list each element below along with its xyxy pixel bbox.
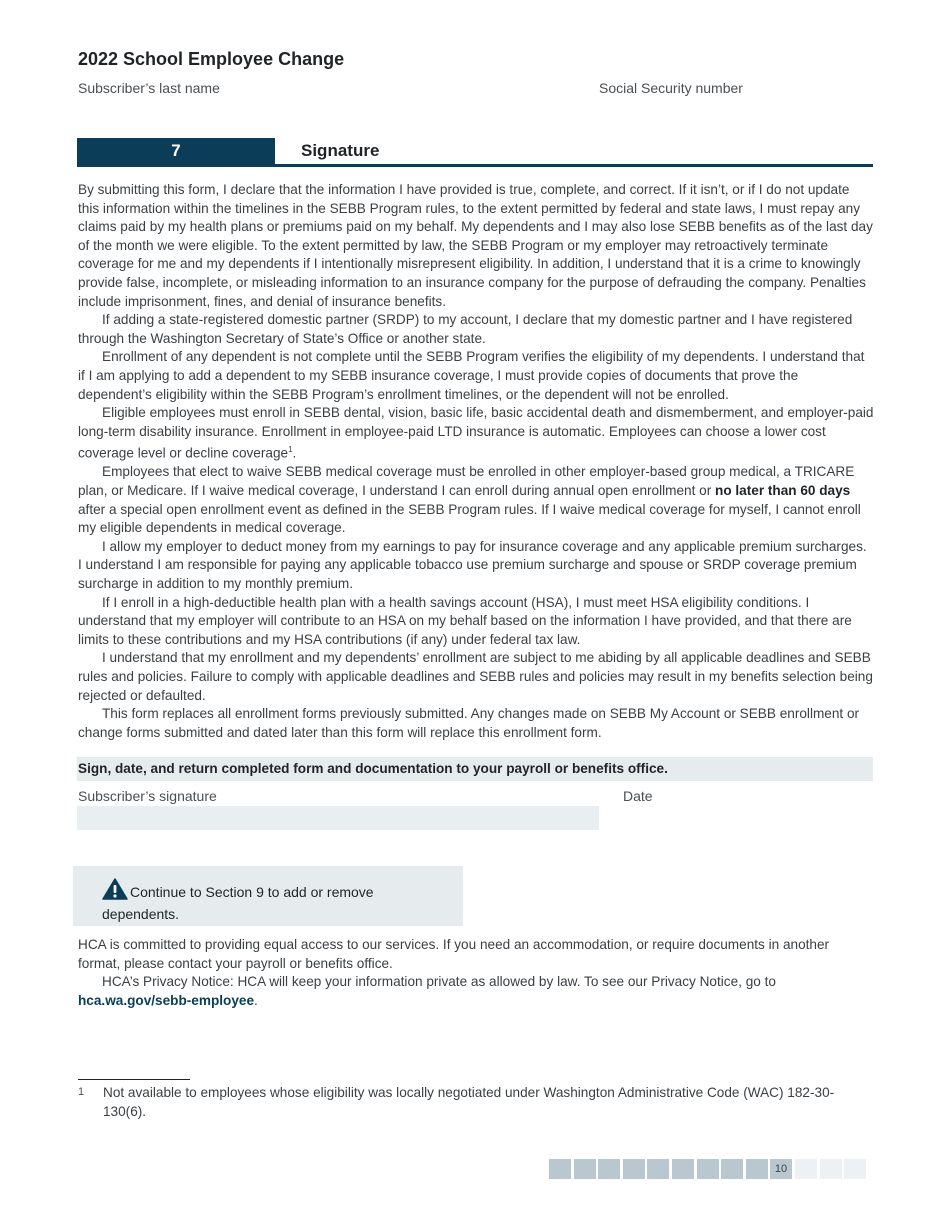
date-label: Date bbox=[623, 788, 653, 804]
paragraph-text: Eligible employees must enroll in SEBB dental, vision, basic life, basic accidental death and dismemberment, and employer-paid long-term disability insurance. Enrollment in employee-paid LTD insurance is automatic. Employees can choose a lower cost coverage level or decline coverage bbox=[78, 405, 874, 461]
page-indicator bbox=[795, 1159, 817, 1179]
privacy-text: HCA’s Privacy Notice: HCA will keep your information private as allowed by law. To see our Privacy Notice, go to bbox=[102, 974, 776, 990]
paragraph: HCA is committed to providing equal access to our services. If you need an accommodation, or require documents in another format, please contact your payroll or benefits office. bbox=[78, 937, 830, 971]
paragraph: By submitting this form, I declare that the information I have provided is true, complete, and correct. If it isn’t, or if I do not update this information within the timelines in the SEBB Program rules, to the extent permitted by federal and state laws, I must repay any claims paid by my health plans or premiums paid on my behalf. My dependents and I may also lose SEBB benefits as of the last day of the month we were eligible. To the extent permitted by law, the SEBB Program or my employer may retroactively terminate coverage for me and my dependents if I intentionally misrepresent eligibility. In addition, I understand that it is a crime to knowingly provide false, incomplete, or misleading information to an insurance company for the purpose of defrauding the company. Penalties include imprisonment, fines, and denial of insurance benefits. bbox=[78, 182, 873, 309]
paragraph bbox=[78, 404, 874, 463]
page-indicator bbox=[623, 1159, 645, 1179]
paragraph-end: . bbox=[254, 992, 258, 1008]
page-indicator bbox=[746, 1159, 768, 1179]
page-indicator bbox=[672, 1159, 694, 1179]
paragraph-text: Employees that elect to waive SEBB medical coverage must be enrolled in other employer-based group medical, a TRICARE plan, or Medicare. If I waive medical coverage, I understand I can enroll during annual open enrollment or bbox=[78, 464, 855, 499]
paragraph: This form replaces all enrollment forms previously submitted. Any changes made on SEBB My Account or SEBB enrollment or change forms submitted and dated later than this form will replace this enrollment form. bbox=[78, 706, 860, 740]
notice-text: Continue to Section 9 to add or remove dependents. bbox=[102, 884, 374, 922]
paragraph: I understand that my enrollment and my dependents’ enrollment are subject to me abiding by all applicable deadlines and SEBB rules and policies. Failure to comply with applicable deadlines and SEBB rules and policies may result in my benefits selection being rejected or defaulted. bbox=[78, 650, 873, 703]
paragraph bbox=[78, 463, 874, 537]
form-title: 2022 School Employee Change bbox=[78, 49, 345, 69]
page-indicator bbox=[844, 1159, 866, 1179]
notice-content bbox=[102, 878, 432, 924]
last-name-label: Subscriber’s last name bbox=[78, 80, 220, 96]
sign-instruction: Sign, date, and return completed form and documentation to your payroll or benefits office. bbox=[77, 757, 873, 781]
paragraph bbox=[78, 973, 874, 1010]
declaration-text bbox=[78, 181, 874, 742]
page-indicator bbox=[647, 1159, 669, 1179]
page-indicator bbox=[820, 1159, 842, 1179]
paragraph: If I enroll in a high-deductible health plan with a health savings account (HSA), I must meet HSA eligibility conditions. I understand that my employer will contribute to an HSA on my behalf based on the information I have provided, and that there are limits to these contributions and my HSA contributions (if any) under federal tax law. bbox=[78, 594, 852, 647]
footnote-ref: 1 bbox=[288, 445, 293, 455]
paragraph: If adding a state-registered domestic partner (SRDP) to my account, I declare that my domestic partner and I have registered through the Washington Secretary of State’s Office or another state. bbox=[78, 312, 853, 346]
section-number: 7 bbox=[77, 138, 275, 164]
paragraph: Enrollment of any dependent is not complete until the SEBB Program verifies the eligibility of my dependents. I understand that if I am applying to add a dependent to my SEBB insurance coverage, I must provide copies of documents that prove the dependent’s eligibility within the SEBB Program’s enrollment timelines, or the dependent will not be enrolled. bbox=[78, 349, 865, 402]
footnote-number: 1 bbox=[78, 1086, 85, 1098]
ssn-label: Social Security number bbox=[599, 80, 743, 96]
privacy-link[interactable]: hca.wa.gov/sebb-employee bbox=[78, 992, 255, 1008]
paragraph-end: . bbox=[292, 445, 297, 461]
paragraph: I allow my employer to deduct money from my earnings to pay for insurance coverage and any applicable premium surcharges. I understand I am responsible for paying any applicable tobacco use premium surcharge and spouse or SRDP coverage premium surcharge in addition to my monthly premium. bbox=[78, 538, 867, 591]
footnote-divider bbox=[78, 1079, 190, 1080]
page-indicator bbox=[598, 1159, 620, 1179]
section-title: Signature bbox=[301, 141, 380, 160]
page-indicator bbox=[721, 1159, 743, 1179]
signature-label: Subscriber’s signature bbox=[78, 788, 217, 804]
warning-icon bbox=[102, 878, 128, 905]
signature-field[interactable] bbox=[77, 806, 599, 830]
footnote-text: Not available to employees whose eligibility was locally negotiated under Washington Administrative Code (WAC) 182-30-130(6). bbox=[103, 1085, 835, 1119]
paragraph-text: after a special open enrollment event as defined in the SEBB Program rules. If I waive medical coverage for myself, I cannot enroll my eligible dependents in medical coverage. bbox=[78, 501, 861, 536]
page-indicator bbox=[549, 1159, 571, 1179]
hca-statement bbox=[78, 936, 874, 1010]
notice-box bbox=[73, 866, 463, 926]
section-header bbox=[77, 138, 873, 167]
deadline-emphasis: no later than 60 days bbox=[715, 483, 851, 499]
current-page-indicator: 10 bbox=[770, 1159, 792, 1179]
page-indicator bbox=[574, 1159, 596, 1179]
page-indicator bbox=[697, 1159, 719, 1179]
